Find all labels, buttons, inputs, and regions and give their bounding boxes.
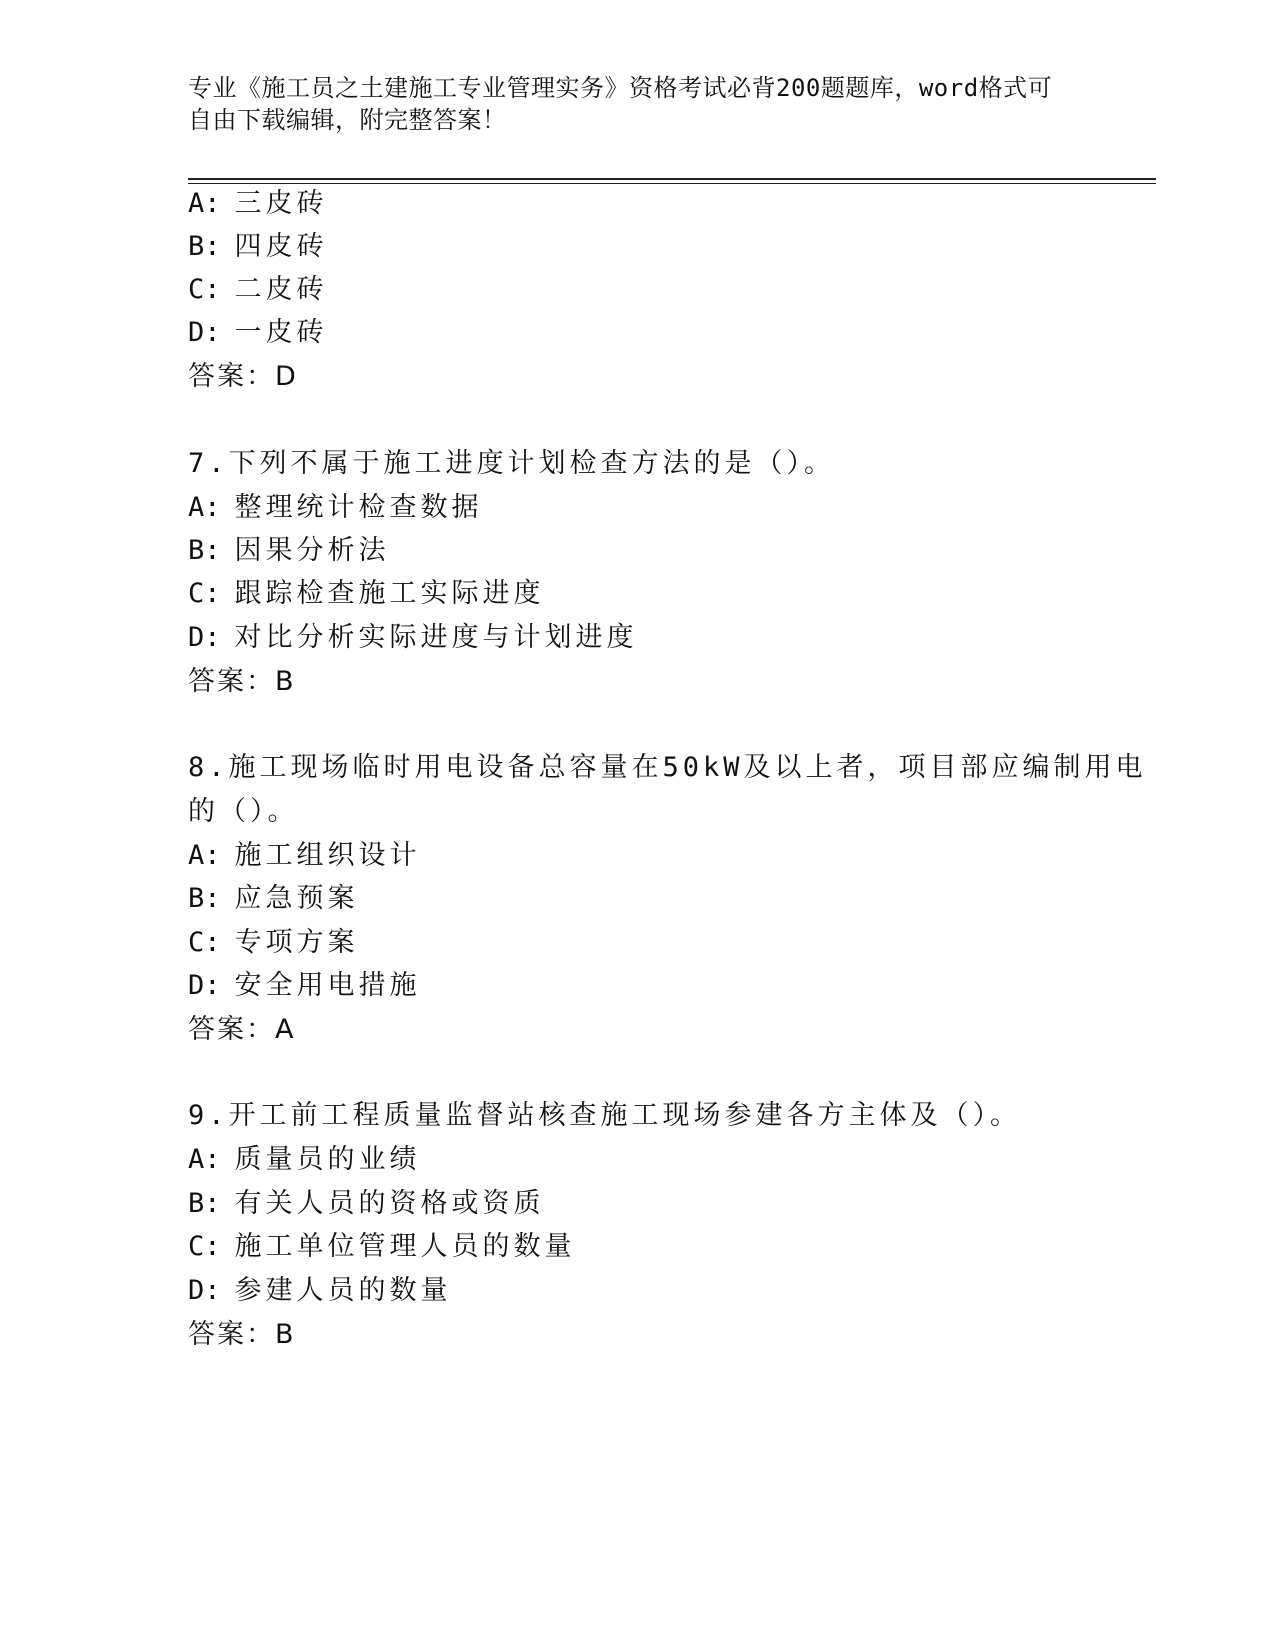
- option-text: 参建人员的数量: [234, 1275, 452, 1306]
- option-text: 跟踪检查施工实际进度: [234, 578, 545, 609]
- question-9: 9.开工前工程质量监督站核查施工现场参建各方主体及（）。: [188, 1100, 1022, 1131]
- option-text: 专项方案: [234, 927, 359, 958]
- option-d: D: 参建人员的数量: [188, 1275, 452, 1306]
- option-text: 三皮砖: [234, 188, 328, 219]
- option-text: 有关人员的资格或资质: [234, 1188, 545, 1219]
- header-line-2: 自由下载编辑，附完整答案！: [188, 106, 507, 134]
- option-c: C: 跟踪检查施工实际进度: [188, 578, 545, 609]
- option-text: 施工组织设计: [234, 840, 421, 871]
- option-b: B: 应急预案: [188, 883, 359, 914]
- document-header: [188, 72, 1088, 136]
- option-a: A: 施工组织设计: [188, 840, 421, 871]
- option-b: B: 因果分析法: [188, 535, 390, 566]
- answer-line: 答案：B: [188, 1319, 296, 1350]
- option-d: D: 安全用电措施: [188, 970, 421, 1001]
- answer-line: 答案：D: [188, 361, 298, 392]
- option-text: 施工单位管理人员的数量: [234, 1231, 576, 1262]
- option-text: 四皮砖: [234, 231, 328, 262]
- answer-line: 答案：A: [188, 1014, 296, 1045]
- option-text: 一皮砖: [234, 317, 328, 348]
- option-text: 对比分析实际进度与计划进度: [234, 622, 638, 653]
- header-line-1: 专业《施工员之土建施工专业管理实务》资格考试必背200题题库，word格式可: [188, 74, 1053, 102]
- option-c: C: 二皮砖: [188, 274, 328, 305]
- question-7: 7.下列不属于施工进度计划检查方法的是（）。: [188, 448, 836, 479]
- option-text: 质量员的业绩: [234, 1144, 421, 1175]
- option-text: 安全用电措施: [234, 970, 421, 1001]
- option-d: D: 对比分析实际进度与计划进度: [188, 622, 638, 653]
- header-divider: [188, 178, 1156, 184]
- option-c: C: 施工单位管理人员的数量: [188, 1231, 576, 1262]
- option-b: B: 有关人员的资格或资质: [188, 1188, 545, 1219]
- answer-line: 答案：B: [188, 666, 296, 697]
- option-text: 因果分析法: [234, 535, 390, 566]
- option-b: B: 四皮砖: [188, 231, 328, 262]
- option-c: C: 专项方案: [188, 927, 359, 958]
- option-a: A: 三皮砖: [188, 188, 328, 219]
- option-text: 应急预案: [234, 883, 359, 914]
- option-text: 二皮砖: [234, 274, 328, 305]
- option-a: A: 整理统计检查数据: [188, 492, 483, 523]
- option-d: D: 一皮砖: [188, 317, 328, 348]
- option-a: A: 质量员的业绩: [188, 1144, 421, 1175]
- option-text: 整理统计检查数据: [234, 492, 483, 523]
- question-8-line-1: 8.施工现场临时用电设备总容量在50kW及以上者，项目部应编制用电: [188, 752, 1147, 783]
- question-8-line-2: 的（）。: [188, 796, 299, 827]
